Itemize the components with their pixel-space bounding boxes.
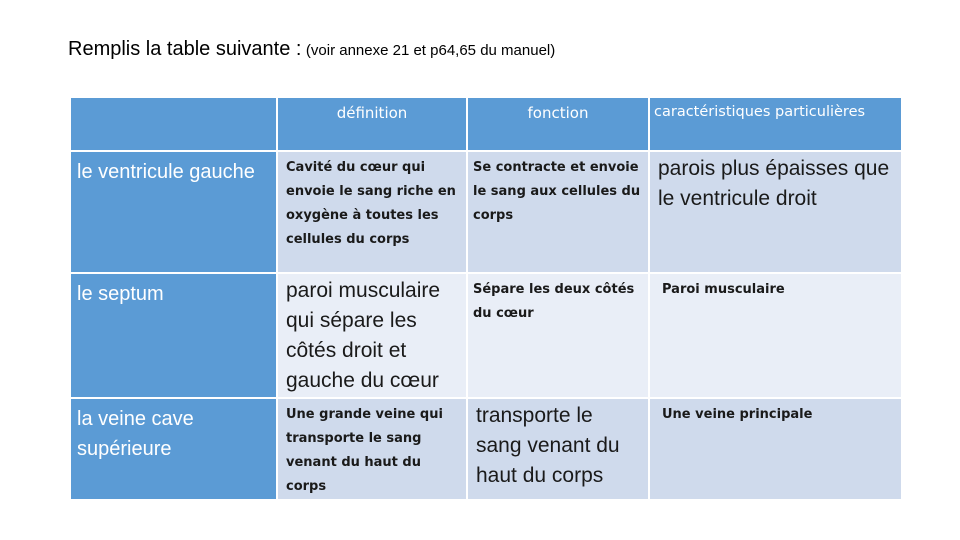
page-title bbox=[68, 38, 555, 61]
title-main: Remplis la table suivante : bbox=[68, 38, 302, 60]
title-sub: (voir annexe 21 et p64,65 du manuel) bbox=[305, 42, 556, 59]
definition-text: Cavité du cœur qui envoie le sang riche en oxygène à toutes les cellules du corps bbox=[286, 160, 456, 247]
header-caracteristiques bbox=[649, 97, 902, 151]
row-label: la veine cave supérieure bbox=[77, 408, 194, 460]
table-row bbox=[70, 273, 902, 398]
header-caracteristiques-label: caractéristiques particulières bbox=[654, 104, 866, 120]
header-empty-cell bbox=[70, 97, 277, 151]
row-label: le septum bbox=[77, 283, 164, 305]
row-label: le ventricule gauche bbox=[77, 161, 255, 183]
table-row bbox=[70, 151, 902, 273]
header-definition bbox=[277, 97, 467, 151]
summary-table bbox=[69, 96, 903, 501]
definition-text: Une grande veine qui transporte le sang venant du haut du corps bbox=[286, 407, 443, 494]
caracteristiques-cell bbox=[649, 273, 902, 398]
caracteristiques-text: parois plus épaisses que le ventricule droit bbox=[658, 157, 890, 210]
fonction-text: Sépare les deux côtés du cœur bbox=[473, 282, 635, 321]
fonction-text: Se contracte et envoie le sang aux cellules du corps bbox=[473, 160, 641, 223]
caracteristiques-text: Paroi musculaire bbox=[662, 282, 785, 297]
row-label-cell bbox=[70, 273, 277, 398]
caracteristiques-text: Une veine principale bbox=[662, 407, 813, 422]
row-label-cell bbox=[70, 398, 277, 500]
table-header-row bbox=[70, 97, 902, 151]
definition-cell bbox=[277, 398, 467, 500]
fonction-cell bbox=[467, 398, 649, 500]
header-fonction-label: fonction bbox=[527, 104, 589, 122]
definition-cell bbox=[277, 151, 467, 273]
header-fonction bbox=[467, 97, 649, 151]
fonction-cell bbox=[467, 151, 649, 273]
caracteristiques-cell bbox=[649, 398, 902, 500]
table-row bbox=[70, 398, 902, 500]
fonction-cell bbox=[467, 273, 649, 398]
definition-cell bbox=[277, 273, 467, 398]
row-label-cell bbox=[70, 151, 277, 273]
header-definition-label: définition bbox=[336, 104, 408, 122]
definition-text: paroi musculaire qui sépare les côtés droit et gauche du cœur bbox=[286, 279, 441, 392]
caracteristiques-cell bbox=[649, 151, 902, 273]
fonction-text: transporte le sang venant du haut du corps bbox=[476, 404, 620, 487]
